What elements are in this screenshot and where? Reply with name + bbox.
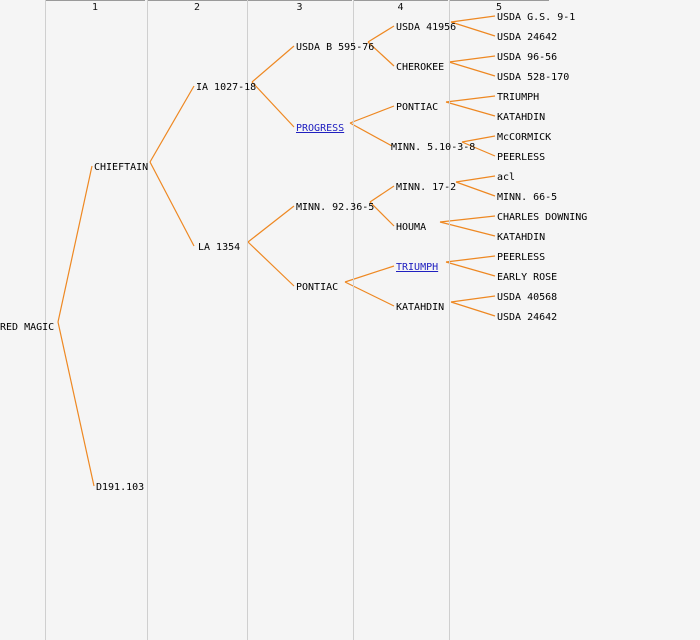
pedigree-node-triumph-4[interactable]: TRIUMPH	[396, 262, 439, 273]
pedigree-edge	[449, 62, 495, 76]
pedigree-node-ia-1027-18: IA 1027-18	[196, 82, 257, 93]
pedigree-edge	[446, 102, 495, 116]
pedigree-node-houma: HOUMA	[396, 222, 427, 233]
pedigree-edge	[150, 86, 194, 162]
pedigree-node-pontiac-4: PONTIAC	[396, 102, 439, 113]
pedigree-edge	[370, 186, 394, 202]
pedigree-node-minn-17-2: MINN. 17-2	[396, 182, 457, 193]
generation-label: 5	[495, 2, 503, 13]
generation-column-rule	[353, 0, 354, 640]
pedigree-node-usda-40568: USDA 40568	[497, 292, 558, 303]
generation-label: 1	[91, 2, 99, 13]
pedigree-node-pontiac-3: PONTIAC	[296, 282, 339, 293]
pedigree-node-peerless-b: PEERLESS	[497, 252, 546, 263]
pedigree-node-usda-24642-a: USDA 24642	[497, 32, 558, 43]
pedigree-node-minn-5-10-3-8: MINN. 5.10-3-8	[391, 142, 476, 153]
pedigree-node-usda-96-56: USDA 96-56	[497, 52, 558, 63]
pedigree-node-charles-downing: CHARLES DOWNING	[497, 212, 588, 223]
pedigree-node-progress[interactable]: PROGRESS	[296, 123, 345, 134]
pedigree-edge	[58, 166, 92, 322]
pedigree-edge	[350, 123, 392, 146]
pedigree-node-early-rose: EARLY ROSE	[497, 272, 558, 283]
pedigree-edge	[248, 242, 294, 286]
generation-column-rule	[247, 0, 248, 640]
pedigree-node-minn-92-36-5: MINN. 92.36-5	[296, 202, 375, 213]
pedigree-edge	[456, 182, 495, 196]
pedigree-edge	[449, 56, 495, 62]
pedigree-node-usda-528-170: USDA 528-170	[497, 72, 570, 83]
generation-label: 2	[193, 2, 201, 13]
pedigree-node-usda-gs-9-1: USDA G.S. 9-1	[497, 12, 576, 23]
pedigree-node-minn-66-5: MINN. 66-5	[497, 192, 558, 203]
pedigree-edge	[451, 16, 495, 22]
pedigree-edge	[150, 162, 194, 246]
pedigree-edge	[446, 256, 495, 262]
pedigree-node-red-magic: RED MAGIC	[0, 322, 55, 333]
pedigree-node-cherokee: CHEROKEE	[396, 62, 445, 73]
pedigree-node-la-1354: LA 1354	[198, 242, 241, 253]
pedigree-edge	[451, 296, 495, 302]
pedigree-edge	[248, 206, 294, 242]
pedigree-edge	[58, 322, 94, 486]
pedigree-edge	[446, 96, 495, 102]
pedigree-edge	[368, 26, 394, 42]
pedigree-node-usda-24642-b: USDA 24642	[497, 312, 558, 323]
pedigree-edge	[252, 82, 294, 127]
pedigree-node-peerless-a: PEERLESS	[497, 152, 546, 163]
pedigree-node-usda-41956: USDA 41956	[396, 22, 457, 33]
pedigree-node-usda-b-595-76: USDA B 595-76	[296, 42, 375, 53]
pedigree-edge	[451, 22, 495, 36]
pedigree-edge	[451, 302, 495, 316]
pedigree-node-triumph-5: TRIUMPH	[497, 92, 540, 103]
pedigree-edge	[446, 262, 495, 276]
pedigree-node-chieftain: CHIEFTAIN	[94, 162, 149, 173]
pedigree-node-mccormick: McCORMICK	[497, 132, 552, 143]
pedigree-edge	[350, 106, 394, 123]
pedigree-node-katahdin-5a: KATAHDIN	[497, 112, 546, 123]
generation-column-rule	[45, 0, 46, 640]
pedigree-node-katahdin-5b: KATAHDIN	[497, 232, 546, 243]
pedigree-node-acl: acl	[497, 172, 516, 183]
pedigree-node-d191-103: D191.103	[96, 482, 145, 493]
generation-column-rule	[147, 0, 148, 640]
generation-column-rule	[449, 0, 450, 640]
pedigree-edge	[252, 46, 294, 82]
pedigree-node-katahdin-4: KATAHDIN	[396, 302, 445, 313]
generation-label: 3	[296, 2, 303, 13]
pedigree-edge	[456, 176, 495, 182]
generation-label: 4	[397, 2, 404, 13]
